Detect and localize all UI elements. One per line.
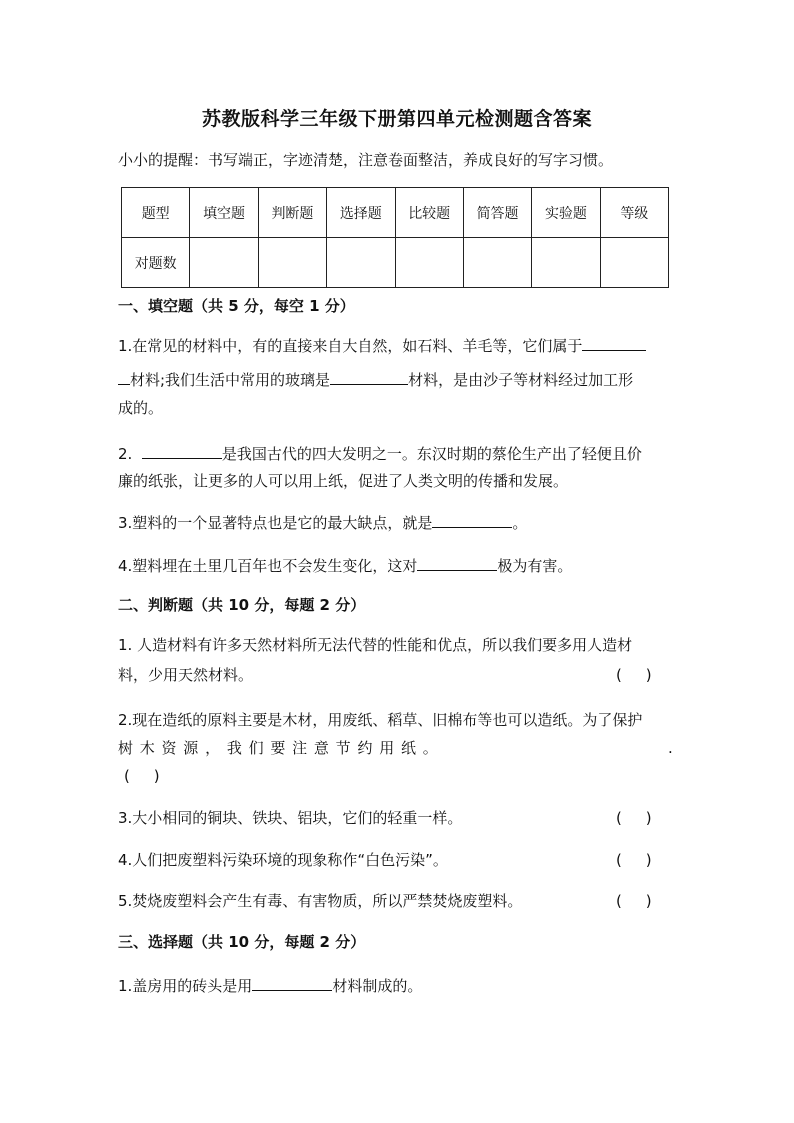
question-text-part: 4.塑料埋在土里几百年也不会发生变化，这对 <box>118 557 418 575</box>
question-text <box>118 368 678 390</box>
header-cell-experiment: 实验题 <box>532 188 600 238</box>
section-heading-true-false: 二、判断题（共 10 分，每题 2 分） <box>118 596 366 614</box>
answer-parentheses[interactable]: ( ) <box>124 767 160 785</box>
answer-blank[interactable] <box>417 554 497 571</box>
answer-parentheses[interactable]: ( ) <box>616 851 652 869</box>
question-text <box>118 974 678 996</box>
question-text-part: 材料，是由沙子等材料经过加工形 <box>408 371 634 389</box>
score-cell <box>600 238 668 288</box>
score-table <box>121 187 669 288</box>
header-cell-short-answer: 简答题 <box>463 188 531 238</box>
question-text-part: 极为有害。 <box>497 557 573 575</box>
answer-parentheses[interactable]: ( ) <box>616 809 652 827</box>
header-cell-fill: 填空题 <box>190 188 258 238</box>
question-text: 成的。 <box>118 399 164 417</box>
question-text: 树 木 资 源 ， 我 们 要 注 意 节 约 用 纸 。 <box>118 739 439 757</box>
answer-blank[interactable] <box>142 442 222 459</box>
question-text-part: 是我国古代的四大发明之一。东汉时期的蔡伦生产出了轻便且价 <box>221 445 642 463</box>
question-text-part: 材料;我们生活中常用的玻璃是 <box>130 371 331 389</box>
question-text: 3.大小相同的铜块、铁块、铝块，它们的轻重一样。 <box>118 809 463 827</box>
answer-parentheses[interactable]: ( ) <box>616 892 652 910</box>
header-cell-grade: 等级 <box>600 188 668 238</box>
answer-parentheses[interactable]: ( ) <box>616 666 652 684</box>
section-heading-fill-in: 一、填空题（共 5 分，每空 1 分） <box>118 297 355 315</box>
question-text-part: 1.在常见的材料中，有的直接来自大自然，如石料、羊毛等，它们属于 <box>118 337 583 355</box>
header-cell-choice: 选择题 <box>327 188 395 238</box>
answer-blank[interactable] <box>582 334 646 351</box>
header-cell-compare: 比较题 <box>395 188 463 238</box>
header-cell-type: 题型 <box>122 188 190 238</box>
page-title: 苏教版科学三年级下册第四单元检测题含答案 <box>201 108 592 130</box>
answer-blank[interactable] <box>118 368 130 385</box>
score-cell <box>327 238 395 288</box>
section-heading-multiple-choice: 三、选择题（共 10 分，每题 2 分） <box>118 933 366 951</box>
score-cell <box>532 238 600 288</box>
question-text-part: 。 <box>512 514 528 532</box>
answer-blank[interactable] <box>330 368 408 385</box>
score-table-header-row <box>122 188 669 238</box>
question-text-part: 2. <box>118 445 133 463</box>
stray-dot: . <box>668 739 673 757</box>
answer-blank[interactable] <box>432 511 512 528</box>
score-cell <box>395 238 463 288</box>
question-text: 5.焚烧废塑料会产生有毒、有害物质，所以严禁焚烧废塑料。 <box>118 892 523 910</box>
question-text: 1. 人造材料有许多天然材料所无法代替的性能和优点，所以我们要多用人造材 <box>118 636 633 654</box>
row-label-correct-count: 对题数 <box>122 238 190 288</box>
score-table-data-row <box>122 238 669 288</box>
question-text: 2.现在造纸的原料主要是木材，用废纸、稻草、旧棉布等也可以造纸。为了保护 <box>118 711 643 729</box>
question-text <box>118 442 678 464</box>
score-cell <box>190 238 258 288</box>
answer-blank[interactable] <box>252 974 332 991</box>
header-cell-judge: 判断题 <box>258 188 326 238</box>
question-text <box>118 334 678 356</box>
reminder-text: 小小的提醒：书写端正，字迹清楚，注意卷面整洁，养成良好的写字习惯。 <box>118 151 614 169</box>
question-text: 料，少用天然材料。 <box>118 666 254 684</box>
question-text <box>118 511 678 533</box>
question-text <box>118 554 678 576</box>
question-text: 廉的纸张，让更多的人可以用上纸，促进了人类文明的传播和发展。 <box>118 472 569 490</box>
question-text: 4.人们把废塑料污染环境的现象称作“白色污染”。 <box>118 851 448 869</box>
question-text-part: 3.塑料的一个显著特点也是它的最大缺点，就是 <box>118 514 433 532</box>
score-cell <box>463 238 531 288</box>
score-cell <box>258 238 326 288</box>
question-text-part: 材料制成的。 <box>332 977 423 995</box>
question-text-part: 1.盖房用的砖头是用 <box>118 977 253 995</box>
